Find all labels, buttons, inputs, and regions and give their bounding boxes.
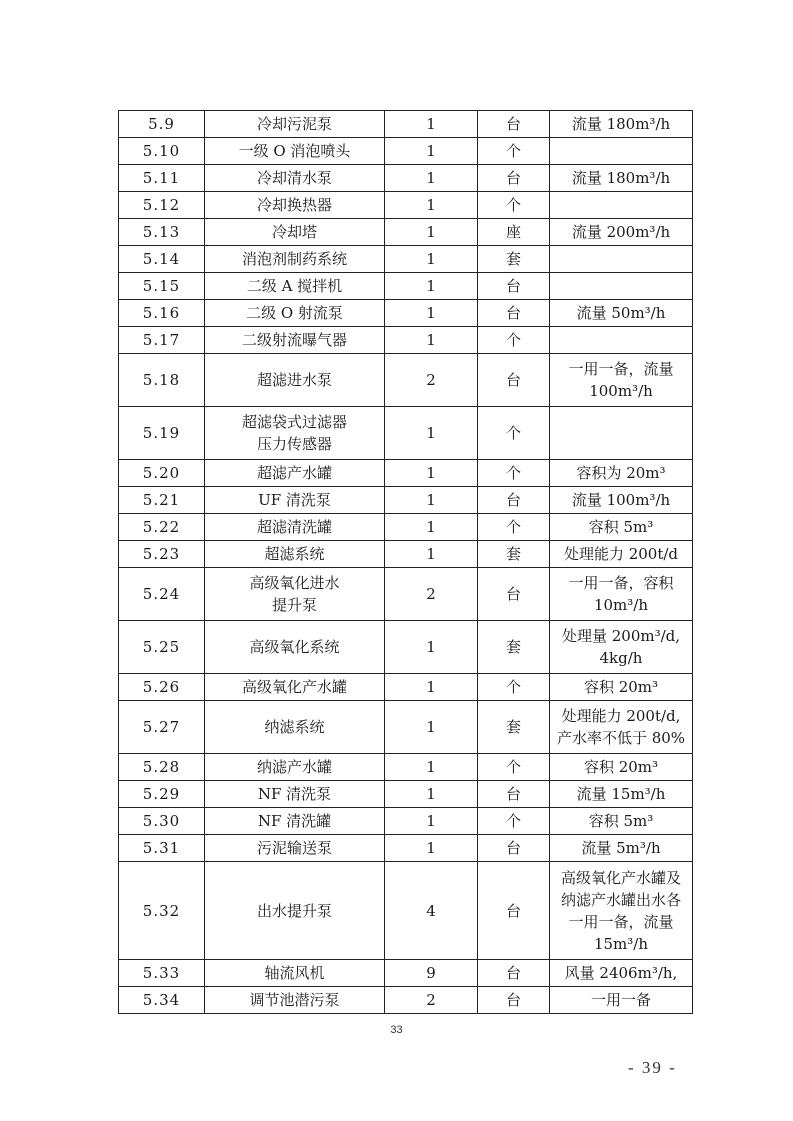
table-row xyxy=(119,300,693,327)
cell-unit: 台 xyxy=(478,835,550,862)
cell-index: 5.21 xyxy=(119,487,205,514)
cell-equipment-name: 超滤产水罐 xyxy=(205,460,385,487)
cell-remark: 处理量 200m³/d, 4kg/h xyxy=(550,621,693,674)
cell-equipment-name: 纳滤系统 xyxy=(205,701,385,754)
cell-quantity: 1 xyxy=(385,621,478,674)
cell-index: 5.19 xyxy=(119,407,205,460)
cell-index: 5.25 xyxy=(119,621,205,674)
page-number: 33 xyxy=(390,1024,403,1036)
cell-remark xyxy=(550,327,693,354)
cell-equipment-name: 纳滤产水罐 xyxy=(205,754,385,781)
cell-index: 5.29 xyxy=(119,781,205,808)
equipment-table xyxy=(118,110,693,1014)
cell-remark: 容积为 20m³ xyxy=(550,460,693,487)
table-row xyxy=(119,808,693,835)
cell-remark: 一用一备，容积 10m³/h xyxy=(550,568,693,621)
cell-equipment-name: 高级氧化进水 提升泵 xyxy=(205,568,385,621)
cell-quantity: 2 xyxy=(385,568,478,621)
cell-index: 5.17 xyxy=(119,327,205,354)
cell-equipment-name: 高级氧化系统 xyxy=(205,621,385,674)
cell-index: 5.15 xyxy=(119,273,205,300)
table-row xyxy=(119,781,693,808)
table-row xyxy=(119,165,693,192)
cell-unit: 个 xyxy=(478,808,550,835)
cell-index: 5.34 xyxy=(119,987,205,1014)
cell-unit: 个 xyxy=(478,138,550,165)
table-row xyxy=(119,273,693,300)
cell-equipment-name: 超滤袋式过滤器 压力传感器 xyxy=(205,407,385,460)
cell-index: 5.16 xyxy=(119,300,205,327)
cell-quantity: 1 xyxy=(385,487,478,514)
cell-quantity: 1 xyxy=(385,808,478,835)
cell-quantity: 2 xyxy=(385,987,478,1014)
cell-equipment-name: 二级 A 搅拌机 xyxy=(205,273,385,300)
cell-remark: 处理能力 200t/d, 产水率不低于 80% xyxy=(550,701,693,754)
table-row xyxy=(119,674,693,701)
table-row xyxy=(119,862,693,960)
cell-unit: 台 xyxy=(478,781,550,808)
cell-index: 5.31 xyxy=(119,835,205,862)
table-row xyxy=(119,460,693,487)
cell-index: 5.23 xyxy=(119,541,205,568)
table-row xyxy=(119,138,693,165)
cell-quantity: 1 xyxy=(385,246,478,273)
cell-remark: 处理能力 200t/d xyxy=(550,541,693,568)
cell-unit: 个 xyxy=(478,754,550,781)
cell-unit: 台 xyxy=(478,960,550,987)
cell-equipment-name: 冷却清水泵 xyxy=(205,165,385,192)
cell-index: 5.28 xyxy=(119,754,205,781)
cell-unit: 套 xyxy=(478,701,550,754)
cell-index: 5.10 xyxy=(119,138,205,165)
cell-equipment-name: 调节池潜污泵 xyxy=(205,987,385,1014)
cell-equipment-name: 一级 O 消泡喷头 xyxy=(205,138,385,165)
cell-remark xyxy=(550,273,693,300)
cell-quantity: 1 xyxy=(385,781,478,808)
cell-index: 5.26 xyxy=(119,674,205,701)
cell-quantity: 1 xyxy=(385,111,478,138)
cell-equipment-name: 冷却污泥泵 xyxy=(205,111,385,138)
cell-equipment-name: 冷却换热器 xyxy=(205,192,385,219)
cell-quantity: 1 xyxy=(385,674,478,701)
cell-quantity: 9 xyxy=(385,960,478,987)
cell-remark: 容积 20m³ xyxy=(550,754,693,781)
cell-unit: 台 xyxy=(478,273,550,300)
cell-quantity: 2 xyxy=(385,354,478,407)
cell-equipment-name: 二级 O 射流泵 xyxy=(205,300,385,327)
table-row xyxy=(119,192,693,219)
cell-index: 5.13 xyxy=(119,219,205,246)
table-row xyxy=(119,111,693,138)
table-row xyxy=(119,487,693,514)
cell-remark: 流量 180m³/h xyxy=(550,111,693,138)
cell-unit: 套 xyxy=(478,621,550,674)
cell-quantity: 1 xyxy=(385,701,478,754)
cell-remark: 流量 180m³/h xyxy=(550,165,693,192)
cell-index: 5.9 xyxy=(119,111,205,138)
cell-unit: 台 xyxy=(478,862,550,960)
cell-quantity: 1 xyxy=(385,165,478,192)
cell-equipment-name: NF 清洗泵 xyxy=(205,781,385,808)
table-row xyxy=(119,219,693,246)
cell-unit: 个 xyxy=(478,407,550,460)
cell-remark: 流量 15m³/h xyxy=(550,781,693,808)
table-row xyxy=(119,835,693,862)
cell-unit: 台 xyxy=(478,487,550,514)
cell-unit: 个 xyxy=(478,192,550,219)
cell-equipment-name: 污泥输送泵 xyxy=(205,835,385,862)
table-row xyxy=(119,701,693,754)
cell-remark xyxy=(550,246,693,273)
cell-unit: 台 xyxy=(478,354,550,407)
cell-equipment-name: 冷却塔 xyxy=(205,219,385,246)
cell-remark xyxy=(550,407,693,460)
cell-unit: 台 xyxy=(478,300,550,327)
cell-remark: 流量 5m³/h xyxy=(550,835,693,862)
cell-remark: 一用一备，流量 100m³/h xyxy=(550,354,693,407)
table-row xyxy=(119,246,693,273)
cell-quantity: 1 xyxy=(385,219,478,246)
cell-unit: 个 xyxy=(478,327,550,354)
cell-index: 5.27 xyxy=(119,701,205,754)
cell-index: 5.11 xyxy=(119,165,205,192)
cell-quantity: 1 xyxy=(385,407,478,460)
cell-index: 5.12 xyxy=(119,192,205,219)
cell-equipment-name: 高级氧化产水罐 xyxy=(205,674,385,701)
cell-quantity: 1 xyxy=(385,835,478,862)
cell-index: 5.18 xyxy=(119,354,205,407)
cell-remark: 容积 5m³ xyxy=(550,808,693,835)
cell-quantity: 1 xyxy=(385,460,478,487)
cell-quantity: 4 xyxy=(385,862,478,960)
cell-equipment-name: 轴流风机 xyxy=(205,960,385,987)
cell-index: 5.22 xyxy=(119,514,205,541)
table-row xyxy=(119,514,693,541)
table-row xyxy=(119,568,693,621)
cell-equipment-name: 出水提升泵 xyxy=(205,862,385,960)
cell-remark: 流量 50m³/h xyxy=(550,300,693,327)
cell-equipment-name: 超滤进水泵 xyxy=(205,354,385,407)
cell-equipment-name: UF 清洗泵 xyxy=(205,487,385,514)
cell-index: 5.14 xyxy=(119,246,205,273)
cell-remark: 流量 200m³/h xyxy=(550,219,693,246)
cell-unit: 个 xyxy=(478,674,550,701)
table-row xyxy=(119,327,693,354)
table-row xyxy=(119,621,693,674)
cell-quantity: 1 xyxy=(385,514,478,541)
equipment-table-body xyxy=(119,111,693,1014)
cell-remark: 容积 5m³ xyxy=(550,514,693,541)
cell-unit: 座 xyxy=(478,219,550,246)
cell-remark: 一用一备 xyxy=(550,987,693,1014)
table-row xyxy=(119,407,693,460)
cell-remark: 风量 2406m³/h, xyxy=(550,960,693,987)
cell-remark xyxy=(550,138,693,165)
cell-unit: 套 xyxy=(478,246,550,273)
table-row xyxy=(119,754,693,781)
cell-quantity: 1 xyxy=(385,754,478,781)
table-row xyxy=(119,541,693,568)
table-row xyxy=(119,354,693,407)
cell-quantity: 1 xyxy=(385,327,478,354)
cell-unit: 个 xyxy=(478,514,550,541)
cell-quantity: 1 xyxy=(385,138,478,165)
table-row xyxy=(119,987,693,1014)
cell-unit: 台 xyxy=(478,111,550,138)
cell-unit: 套 xyxy=(478,541,550,568)
cell-index: 5.30 xyxy=(119,808,205,835)
cell-unit: 个 xyxy=(478,460,550,487)
cell-equipment-name: 超滤清洗罐 xyxy=(205,514,385,541)
cell-unit: 台 xyxy=(478,987,550,1014)
cell-quantity: 1 xyxy=(385,273,478,300)
cell-remark: 高级氧化产水罐及 纳滤产水罐出水各 一用一备，流量 15m³/h xyxy=(550,862,693,960)
cell-remark xyxy=(550,192,693,219)
document-page-number: - 39 - xyxy=(628,1058,677,1077)
cell-index: 5.24 xyxy=(119,568,205,621)
cell-remark: 容积 20m³ xyxy=(550,674,693,701)
cell-index: 5.20 xyxy=(119,460,205,487)
cell-equipment-name: NF 清洗罐 xyxy=(205,808,385,835)
cell-equipment-name: 二级射流曝气器 xyxy=(205,327,385,354)
cell-equipment-name: 超滤系统 xyxy=(205,541,385,568)
cell-equipment-name: 消泡剂制药系统 xyxy=(205,246,385,273)
cell-unit: 台 xyxy=(478,568,550,621)
cell-remark: 流量 100m³/h xyxy=(550,487,693,514)
cell-index: 5.32 xyxy=(119,862,205,960)
cell-quantity: 1 xyxy=(385,300,478,327)
cell-quantity: 1 xyxy=(385,541,478,568)
cell-index: 5.33 xyxy=(119,960,205,987)
cell-quantity: 1 xyxy=(385,192,478,219)
table-row xyxy=(119,960,693,987)
cell-unit: 台 xyxy=(478,165,550,192)
